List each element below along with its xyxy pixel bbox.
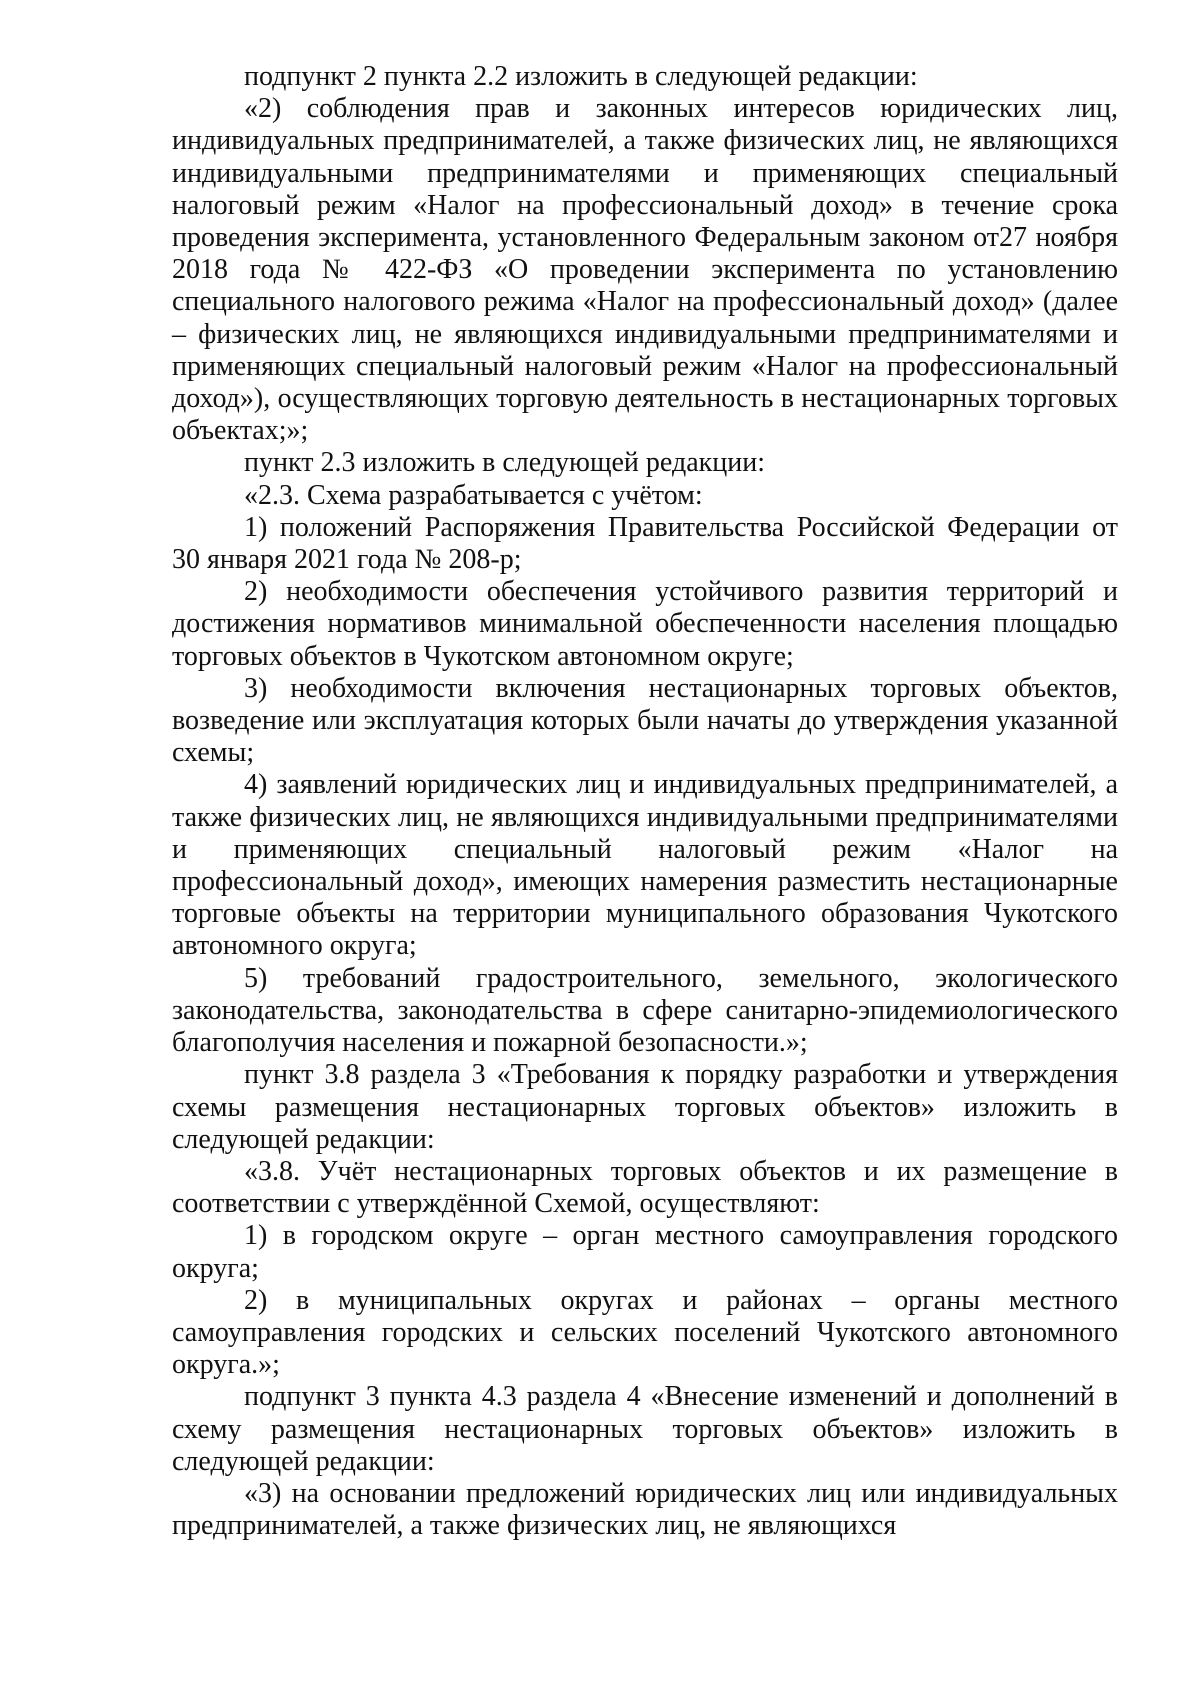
- paragraph-3: пункт 2.3 изложить в следующей редакции:: [244, 447, 765, 479]
- paragraph-1: подпункт 2 пункта 2.2 изложить в следующей редакции:: [244, 61, 918, 92]
- paragraph-10: пункт 3.8 раздела 3 «Требования к порядку разработки и утверждения схемы размещения нестационарных торговых объектов» изложить в следующей редакции:: [172, 1059, 1118, 1155]
- paragraph-5: 1) положений Распоряжения Правительства Российской Федерации от 30 января 2021 года № 208-р;: [172, 511, 1118, 576]
- paragraph-9: 5) требований градостроительного, земельного, экологического законодательства, законодательства в сфере санитарно-эпидемиологического благополучия населения и пожарной безопасности.»;: [172, 962, 1118, 1059]
- paragraph-6: 2) необходимости обеспечения устойчивого развития территорий и достижения нормативов минимальной обеспеченности населения площадью торговых объектов в Чукотском автономном округе;: [172, 576, 1118, 672]
- paragraph-4: «2.3. Схема разрабатывается с учётом:: [244, 479, 703, 511]
- paragraph-7: 3) необходимости включения нестационарных торговых объектов, возведение или эксплуатация которых были начаты до утверждения указанной схемы;: [172, 672, 1118, 769]
- document-body: [172, 61, 1118, 1542]
- paragraph-11: «3.8. Учёт нестационарных торговых объектов и их размещение в соответствии с утверждённой Схемой, осуществляют:: [172, 1155, 1118, 1220]
- paragraph-15: «3) на основании предложений юридических лиц или индивидуальных предпринимателей, а также физических лиц, не являющихся: [172, 1477, 1118, 1542]
- paragraph-2: «2) соблюдения прав и законных интересов юридических лиц, индивидуальных предпринимателей, а также физических лиц, не являющихся индивидуальными предпринимателями и применяющих специальный налоговый режим «Налог на профессиональный доход» в течение срока проведения эксперимента, установленного Федеральным законом от27 ноября 2018 года № 422-ФЗ «О проведении эксперимента по установлению специального налогового режима «Налог на профессиональный доход» (далее – физических лиц, не являющихся индивидуальными предпринимателями и применяющих специальный налоговый режим «Налог на профессиональный доход»), осуществляющих торговую деятельность в нестационарных торговых объектах;»;: [172, 93, 1118, 447]
- paragraph-13: 2) в муниципальных округах и районах – органы местного самоуправления городских и сельских поселений Чукотского автономного округа.»;: [172, 1284, 1118, 1381]
- paragraph-8: 4) заявлений юридических лиц и индивидуальных предпринимателей, а также физических лиц, не являющихся индивидуальными предпринимателями и применяющих специальный налоговый режим «Налог на профессиональный доход», имеющих намерения разместить нестационарные торговые объекты на территории муниципального образования Чукотского автономного округа;: [172, 769, 1118, 962]
- paragraph-12: 1) в городском округе – орган местного самоуправления городского округа;: [172, 1220, 1118, 1284]
- paragraph-14: подпункт 3 пункта 4.3 раздела 4 «Внесение изменений и дополнений в схему размещения нестационарных торговых объектов» изложить в следующей редакции:: [172, 1381, 1118, 1477]
